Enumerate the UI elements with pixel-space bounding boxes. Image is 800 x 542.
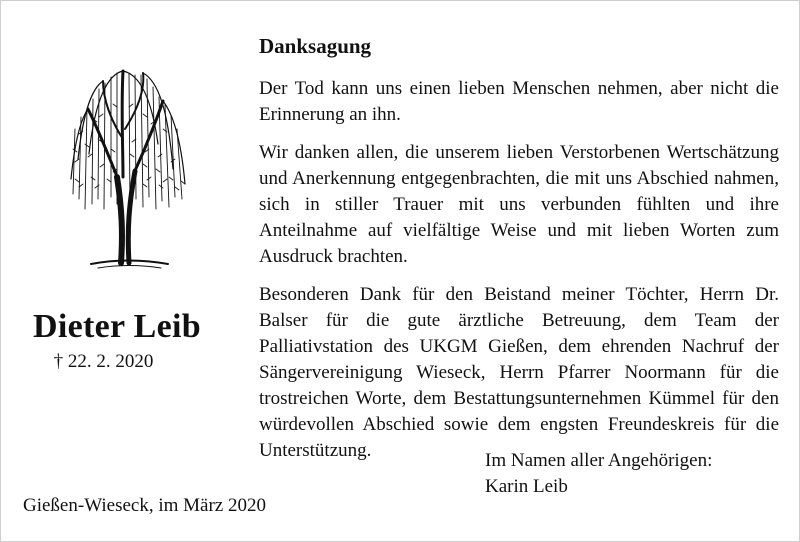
death-date: † 22. 2. 2020	[53, 351, 154, 372]
paragraph: Der Tod kann uns einen lieben Menschen nehmen, aber nicht die Erinnerung an ihn.	[259, 78, 779, 125]
weeping-willow-tree-icon	[63, 59, 193, 274]
signature-block	[485, 448, 712, 500]
signature-line: Im Namen aller Angehörigen:	[485, 450, 713, 471]
place-date: Gießen-Wieseck, im März 2020	[23, 495, 266, 516]
paragraph: Wir danken allen, die unserem lieben Verstorbenen Wertschätzung und Anerkennung entgegenbrachten, die mit uns Abschied nahmen, sich in stiller Trauer mit uns verbunden fühlten und ihre Anteilnahme auf vielfältige Weise und mit lieben Worten zum Ausdruck brachten.	[259, 142, 779, 267]
body-text	[259, 76, 779, 476]
heading: Danksagung	[259, 34, 372, 58]
signature-name: Karin Leib	[485, 476, 568, 497]
deceased-name: Dieter Leib	[33, 308, 201, 345]
paragraph: Besonderen Dank für den Beistand meiner Töchter, Herrn Dr. Balser für die gute ärztliche Betreuung, dem Team der Palliativstation des UKGM Gießen, dem ehrenden Nachruf der Sängervereinigung Wieseck, Herrn Pfarrer Noormann für die trostreichen Worte, dem Bestattungsunternehmen Kümmel für den würdevollen Abschied sowie dem engsten Freundeskreis für die Unterstützung.	[259, 284, 779, 461]
